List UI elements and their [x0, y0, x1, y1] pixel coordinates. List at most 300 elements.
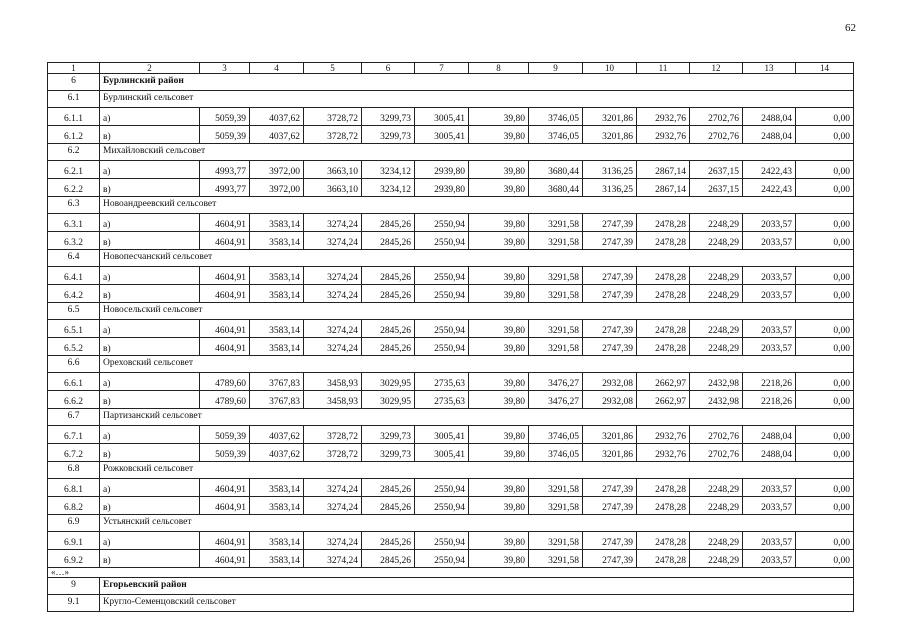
value-cell: 39,80	[469, 532, 529, 550]
value-cell: 2932,76	[637, 426, 690, 444]
value-cell: 4604,91	[200, 532, 250, 550]
value-cell: 4604,91	[200, 214, 250, 232]
value-cell: 3728,72	[304, 444, 362, 462]
value-cell: 2248,29	[690, 214, 743, 232]
value-cell: 2248,29	[690, 267, 743, 285]
page-number: 62	[845, 22, 856, 34]
value-cell: 4604,91	[200, 285, 250, 303]
value-cell: 2218,26	[743, 391, 796, 409]
column-header: 7	[415, 63, 469, 74]
value-cell: 2939,80	[415, 161, 469, 179]
table-row	[48, 444, 854, 462]
value-cell: 2478,28	[637, 285, 690, 303]
value-cell: 2488,04	[743, 444, 796, 462]
value-cell: 0,00	[796, 232, 854, 250]
value-cell: 3458,93	[304, 373, 362, 391]
value-cell: 5059,39	[200, 426, 250, 444]
value-cell: 39,80	[469, 373, 529, 391]
row-label: а)	[100, 426, 200, 444]
district-row	[48, 74, 854, 91]
value-cell: 2637,15	[690, 161, 743, 179]
value-cell: 0,00	[796, 214, 854, 232]
value-cell: 2550,94	[415, 479, 469, 497]
value-cell: 3583,14	[250, 267, 304, 285]
value-cell: 2488,04	[743, 426, 796, 444]
value-cell: 3972,00	[250, 161, 304, 179]
row-label: а)	[100, 214, 200, 232]
value-cell: 2248,29	[690, 338, 743, 356]
value-cell: 0,00	[796, 550, 854, 568]
value-cell: 2248,29	[690, 497, 743, 515]
value-cell: 39,80	[469, 232, 529, 250]
value-cell: 3274,24	[304, 497, 362, 515]
value-cell: 3029,95	[362, 373, 415, 391]
value-cell: 2550,94	[415, 550, 469, 568]
settlement-name: Рожковский сельсовет	[100, 462, 854, 479]
value-cell: 5059,39	[200, 444, 250, 462]
value-cell: 0,00	[796, 338, 854, 356]
value-cell: 3583,14	[250, 320, 304, 338]
value-cell: 3972,00	[250, 179, 304, 197]
value-cell: 2845,26	[362, 285, 415, 303]
value-cell: 0,00	[796, 373, 854, 391]
settlement-row	[48, 250, 854, 267]
table-row	[48, 267, 854, 285]
column-header: 12	[690, 63, 743, 74]
value-cell: 3767,83	[250, 391, 304, 409]
value-cell: 3201,86	[583, 444, 637, 462]
value-cell: 3746,05	[529, 108, 583, 126]
value-cell: 2248,29	[690, 479, 743, 497]
settlement-name: Кругло-Семенцовский сельсовет	[100, 595, 854, 612]
settlement-row	[48, 515, 854, 532]
value-cell: 2248,29	[690, 532, 743, 550]
table-row	[48, 532, 854, 550]
value-cell: 2867,14	[637, 179, 690, 197]
value-cell: 2747,39	[583, 550, 637, 568]
value-cell: 2702,76	[690, 426, 743, 444]
value-cell: 3476,27	[529, 373, 583, 391]
value-cell: 3291,58	[529, 285, 583, 303]
row-number: 6.8	[48, 462, 100, 479]
value-cell: 3767,83	[250, 373, 304, 391]
value-cell: 2478,28	[637, 532, 690, 550]
value-cell: 0,00	[796, 179, 854, 197]
value-cell: 2932,08	[583, 391, 637, 409]
table-row	[48, 426, 854, 444]
value-cell: 4604,91	[200, 338, 250, 356]
value-cell: 3291,58	[529, 338, 583, 356]
value-cell: 3680,44	[529, 161, 583, 179]
row-number: 6.8.2	[48, 497, 100, 515]
settlement-row	[48, 91, 854, 108]
value-cell: 2550,94	[415, 338, 469, 356]
value-cell: 3583,14	[250, 285, 304, 303]
value-cell: 2478,28	[637, 479, 690, 497]
ellipsis-marker: «…»	[48, 568, 854, 578]
value-cell: 2478,28	[637, 338, 690, 356]
value-cell: 2033,57	[743, 320, 796, 338]
value-cell: 2033,57	[743, 550, 796, 568]
row-number: 6.5	[48, 303, 100, 320]
table-row	[48, 126, 854, 144]
row-number: 6.2.2	[48, 179, 100, 197]
value-cell: 3234,12	[362, 161, 415, 179]
value-cell: 4037,62	[250, 126, 304, 144]
value-cell: 2033,57	[743, 532, 796, 550]
row-number: 6.3.2	[48, 232, 100, 250]
row-number: 6.8.1	[48, 479, 100, 497]
row-number: 9.1	[48, 595, 100, 612]
value-cell: 3274,24	[304, 232, 362, 250]
row-label: в)	[100, 391, 200, 409]
value-cell: 2845,26	[362, 479, 415, 497]
value-cell: 0,00	[796, 391, 854, 409]
value-cell: 39,80	[469, 338, 529, 356]
row-number: 6.1	[48, 91, 100, 108]
settlement-name: Ореховский сельсовет	[100, 356, 854, 373]
row-number: 6	[48, 74, 100, 91]
value-cell: 3680,44	[529, 179, 583, 197]
settlement-row	[48, 144, 854, 161]
value-cell: 3663,10	[304, 161, 362, 179]
value-cell: 2033,57	[743, 214, 796, 232]
value-cell: 2248,29	[690, 232, 743, 250]
value-cell: 2662,97	[637, 373, 690, 391]
value-cell: 4604,91	[200, 479, 250, 497]
row-number: 6.6.1	[48, 373, 100, 391]
value-cell: 5059,39	[200, 108, 250, 126]
value-cell: 0,00	[796, 532, 854, 550]
value-cell: 3583,14	[250, 497, 304, 515]
value-cell: 3274,24	[304, 285, 362, 303]
value-cell: 2432,98	[690, 373, 743, 391]
table-row	[48, 108, 854, 126]
row-number: 6.4.1	[48, 267, 100, 285]
value-cell: 2550,94	[415, 214, 469, 232]
value-cell: 2845,26	[362, 532, 415, 550]
value-cell: 3291,58	[529, 267, 583, 285]
value-cell: 4037,62	[250, 108, 304, 126]
value-cell: 3201,86	[583, 108, 637, 126]
value-cell: 39,80	[469, 497, 529, 515]
value-cell: 2033,57	[743, 497, 796, 515]
row-number: 6.9	[48, 515, 100, 532]
value-cell: 0,00	[796, 267, 854, 285]
value-cell: 2248,29	[690, 285, 743, 303]
value-cell: 0,00	[796, 161, 854, 179]
row-number: 6.9.2	[48, 550, 100, 568]
value-cell: 2747,39	[583, 497, 637, 515]
row-label: в)	[100, 232, 200, 250]
value-cell: 39,80	[469, 108, 529, 126]
value-cell: 3291,58	[529, 232, 583, 250]
value-cell: 2033,57	[743, 479, 796, 497]
value-cell: 2747,39	[583, 479, 637, 497]
value-cell: 3291,58	[529, 479, 583, 497]
value-cell: 2747,39	[583, 214, 637, 232]
settlement-row	[48, 356, 854, 373]
value-cell: 0,00	[796, 126, 854, 144]
value-cell: 2845,26	[362, 320, 415, 338]
value-cell: 2550,94	[415, 232, 469, 250]
value-cell: 3299,73	[362, 126, 415, 144]
value-cell: 0,00	[796, 285, 854, 303]
row-label: в)	[100, 338, 200, 356]
value-cell: 39,80	[469, 161, 529, 179]
value-cell: 2637,15	[690, 179, 743, 197]
row-label: а)	[100, 161, 200, 179]
value-cell: 3136,25	[583, 161, 637, 179]
ellipsis-row	[48, 568, 854, 578]
value-cell: 2550,94	[415, 532, 469, 550]
value-cell: 4604,91	[200, 497, 250, 515]
value-cell: 3299,73	[362, 444, 415, 462]
value-cell: 2422,43	[743, 179, 796, 197]
value-cell: 39,80	[469, 285, 529, 303]
value-cell: 2550,94	[415, 267, 469, 285]
table-row	[48, 320, 854, 338]
value-cell: 2478,28	[637, 232, 690, 250]
value-cell: 3234,12	[362, 179, 415, 197]
value-cell: 3458,93	[304, 391, 362, 409]
column-header: 3	[200, 63, 250, 74]
value-cell: 4037,62	[250, 444, 304, 462]
value-cell: 3274,24	[304, 479, 362, 497]
table-row	[48, 179, 854, 197]
value-cell: 2432,98	[690, 391, 743, 409]
value-cell: 2488,04	[743, 126, 796, 144]
value-cell: 2478,28	[637, 550, 690, 568]
value-cell: 39,80	[469, 550, 529, 568]
value-cell: 2932,08	[583, 373, 637, 391]
value-cell: 3291,58	[529, 550, 583, 568]
column-header: 1	[48, 63, 100, 74]
value-cell: 39,80	[469, 179, 529, 197]
row-number: 6.2.1	[48, 161, 100, 179]
column-header: 10	[583, 63, 637, 74]
column-header: 6	[362, 63, 415, 74]
settlement-name: Устьянский сельсовет	[100, 515, 854, 532]
value-cell: 4789,60	[200, 373, 250, 391]
value-cell: 39,80	[469, 320, 529, 338]
value-cell: 3201,86	[583, 126, 637, 144]
column-header: 13	[743, 63, 796, 74]
settlement-name: Бурлинский сельсовет	[100, 91, 854, 108]
value-cell: 3728,72	[304, 126, 362, 144]
row-label: в)	[100, 497, 200, 515]
value-cell: 3201,86	[583, 426, 637, 444]
value-cell: 39,80	[469, 426, 529, 444]
row-number: 6.6.2	[48, 391, 100, 409]
value-cell: 3746,05	[529, 126, 583, 144]
column-header: 11	[637, 63, 690, 74]
row-label: в)	[100, 126, 200, 144]
district-name: Бурлинский район	[100, 74, 854, 91]
row-label: а)	[100, 532, 200, 550]
value-cell: 2932,76	[637, 444, 690, 462]
value-cell: 2033,57	[743, 285, 796, 303]
value-cell: 2488,04	[743, 108, 796, 126]
row-number: 6.4	[48, 250, 100, 267]
district-row	[48, 578, 854, 595]
value-cell: 3728,72	[304, 426, 362, 444]
value-cell: 3274,24	[304, 532, 362, 550]
value-cell: 2662,97	[637, 391, 690, 409]
value-cell: 2932,76	[637, 126, 690, 144]
value-cell: 39,80	[469, 126, 529, 144]
column-header: 2	[100, 63, 200, 74]
table-row	[48, 285, 854, 303]
value-cell: 3291,58	[529, 532, 583, 550]
row-number: 6.4.2	[48, 285, 100, 303]
settlement-row	[48, 462, 854, 479]
table-body	[48, 63, 854, 612]
table-row	[48, 232, 854, 250]
value-cell: 2747,39	[583, 232, 637, 250]
value-cell: 3274,24	[304, 338, 362, 356]
table-row	[48, 391, 854, 409]
settlement-row	[48, 197, 854, 214]
table-row	[48, 479, 854, 497]
value-cell: 4604,91	[200, 267, 250, 285]
row-label: в)	[100, 179, 200, 197]
row-number: 6.3	[48, 197, 100, 214]
table-row	[48, 373, 854, 391]
value-cell: 2867,14	[637, 161, 690, 179]
value-cell: 3291,58	[529, 214, 583, 232]
column-header: 8	[469, 63, 529, 74]
row-label: а)	[100, 373, 200, 391]
value-cell: 39,80	[469, 267, 529, 285]
settlement-row	[48, 303, 854, 320]
column-header: 5	[304, 63, 362, 74]
value-cell: 2735,63	[415, 373, 469, 391]
settlement-row	[48, 409, 854, 426]
value-cell: 2702,76	[690, 126, 743, 144]
value-cell: 3663,10	[304, 179, 362, 197]
value-cell: 2747,39	[583, 267, 637, 285]
row-label: а)	[100, 108, 200, 126]
column-header: 4	[250, 63, 304, 74]
value-cell: 3476,27	[529, 391, 583, 409]
value-cell: 3291,58	[529, 320, 583, 338]
value-cell: 2747,39	[583, 320, 637, 338]
value-cell: 2702,76	[690, 444, 743, 462]
value-cell: 3005,41	[415, 126, 469, 144]
value-cell: 3291,58	[529, 497, 583, 515]
row-number: 6.7.2	[48, 444, 100, 462]
row-number: 6.9.1	[48, 532, 100, 550]
row-label: в)	[100, 285, 200, 303]
value-cell: 2845,26	[362, 214, 415, 232]
value-cell: 2422,43	[743, 161, 796, 179]
value-cell: 4993,77	[200, 161, 250, 179]
row-number: 6.3.1	[48, 214, 100, 232]
value-cell: 3005,41	[415, 426, 469, 444]
value-cell: 2033,57	[743, 232, 796, 250]
value-cell: 39,80	[469, 214, 529, 232]
row-number: 6.7	[48, 409, 100, 426]
column-header-row	[48, 63, 854, 74]
row-number: 6.6	[48, 356, 100, 373]
row-label: а)	[100, 267, 200, 285]
value-cell: 3583,14	[250, 338, 304, 356]
value-cell: 2747,39	[583, 285, 637, 303]
row-number: 6.2	[48, 144, 100, 161]
value-cell: 2033,57	[743, 267, 796, 285]
value-cell: 3746,05	[529, 444, 583, 462]
value-cell: 0,00	[796, 444, 854, 462]
settlement-name: Новосельский сельсовет	[100, 303, 854, 320]
value-cell: 3299,73	[362, 108, 415, 126]
value-cell: 3728,72	[304, 108, 362, 126]
value-cell: 2845,26	[362, 338, 415, 356]
row-label: в)	[100, 444, 200, 462]
table-row	[48, 497, 854, 515]
value-cell: 2735,63	[415, 391, 469, 409]
table-row	[48, 550, 854, 568]
value-cell: 3274,24	[304, 320, 362, 338]
value-cell: 5059,39	[200, 126, 250, 144]
table-row	[48, 161, 854, 179]
row-number: 6.1.1	[48, 108, 100, 126]
row-label: а)	[100, 479, 200, 497]
settlement-name: Партизанский сельсовет	[100, 409, 854, 426]
value-cell: 3274,24	[304, 214, 362, 232]
value-cell: 3583,14	[250, 532, 304, 550]
district-name: Егорьевский район	[100, 578, 854, 595]
value-cell: 3583,14	[250, 214, 304, 232]
value-cell: 2550,94	[415, 320, 469, 338]
column-header: 14	[796, 63, 854, 74]
value-cell: 39,80	[469, 391, 529, 409]
value-cell: 2478,28	[637, 267, 690, 285]
row-number: 9	[48, 578, 100, 595]
row-number: 6.1.2	[48, 126, 100, 144]
value-cell: 3136,25	[583, 179, 637, 197]
value-cell: 0,00	[796, 497, 854, 515]
value-cell: 3274,24	[304, 267, 362, 285]
value-cell: 3746,05	[529, 426, 583, 444]
column-header: 9	[529, 63, 583, 74]
value-cell: 4604,91	[200, 550, 250, 568]
row-number: 6.7.1	[48, 426, 100, 444]
value-cell: 3299,73	[362, 426, 415, 444]
value-cell: 39,80	[469, 444, 529, 462]
value-cell: 2702,76	[690, 108, 743, 126]
value-cell: 3005,41	[415, 108, 469, 126]
value-cell: 0,00	[796, 426, 854, 444]
value-cell: 2932,76	[637, 108, 690, 126]
row-number: 6.5.1	[48, 320, 100, 338]
value-cell: 0,00	[796, 320, 854, 338]
value-cell: 2747,39	[583, 338, 637, 356]
value-cell: 2550,94	[415, 497, 469, 515]
settlement-row	[48, 595, 854, 612]
value-cell: 4604,91	[200, 320, 250, 338]
value-cell: 4993,77	[200, 179, 250, 197]
settlement-name: Новоандреевский сельсовет	[100, 197, 854, 214]
value-cell: 3583,14	[250, 479, 304, 497]
value-cell: 2478,28	[637, 497, 690, 515]
row-number: 6.5.2	[48, 338, 100, 356]
value-cell: 3583,14	[250, 550, 304, 568]
value-cell: 4789,60	[200, 391, 250, 409]
value-cell: 4604,91	[200, 232, 250, 250]
row-label: в)	[100, 550, 200, 568]
value-cell: 2218,26	[743, 373, 796, 391]
